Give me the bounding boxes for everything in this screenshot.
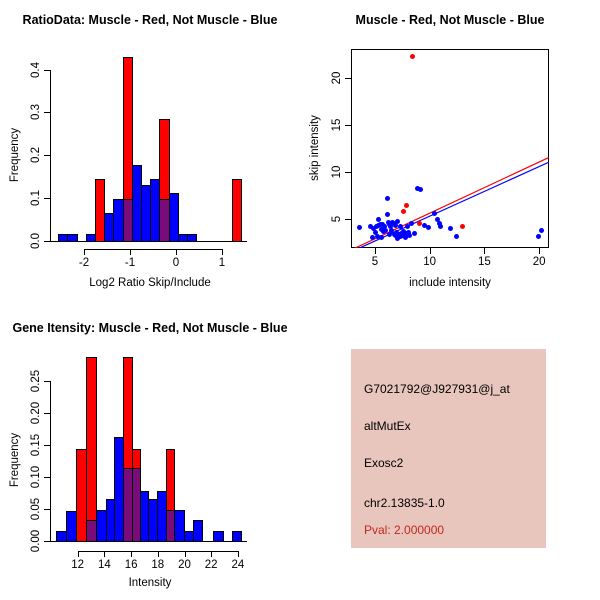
histogram-bar-red [86,357,97,542]
y-axis-tick [44,241,50,242]
x-axis-tick [430,248,431,254]
x-axis-tick [185,551,186,557]
x-tick-label: 5 [371,256,379,268]
gene-info-line: altMutEx [364,419,411,433]
y-axis-tick [44,381,50,382]
y-axis-tick [44,413,50,414]
x-axis-tick [238,551,239,557]
scatter-point-red [460,224,465,229]
y-axis-tick [44,445,50,446]
histogram-bar-overlap [86,520,97,541]
scatter-point-blue [409,221,414,226]
x-tick-label: 12 [71,559,85,571]
x-axis-line [84,249,223,250]
gene-histogram-xlabel: Intensity [128,577,172,589]
scatter-point-blue [426,225,431,230]
x-tick-label: 1 [218,257,226,269]
histogram-bar-red [232,179,242,241]
scatter-point-blue [379,235,384,240]
histogram-bar-overlap [159,199,169,242]
x-axis-tick [130,249,131,255]
histogram-bar-red [95,179,105,241]
y-axis-tick [44,509,50,510]
histogram-bar-overlap [166,510,176,542]
x-tick-label: 15 [477,256,491,268]
x-axis-tick [211,551,212,557]
x-axis-tick [222,249,223,255]
x-tick-label: 22 [204,559,218,571]
scatter-point-red [401,209,406,214]
scatter-title: Muscle - Red, Not Muscle - Blue [355,13,545,27]
x-axis-tick [158,551,159,557]
histogram-bar-blue [67,234,77,242]
x-axis-tick [375,248,376,254]
histogram-bar-blue [187,234,197,242]
x-tick-label: 18 [151,559,165,571]
y-axis-tick [44,198,50,199]
histogram-bar-overlap [132,468,142,541]
gene-info-line: chr2.13835-1.0 [364,496,445,510]
gene-info-line: Exosc2 [364,456,404,470]
x-axis-tick [539,248,540,254]
y-axis-tick [44,155,50,156]
scatter-point-blue [448,226,453,231]
gene-info-line: Pval: 2.000000 [364,523,445,537]
y-axis-tick [44,112,50,113]
r-plot-canvas: RatioData: Muscle - Red, Not Muscle - Blue Muscle - Red, Not Muscle - Blue Gene Itensity: Muscle - Red, Not Muscle - Blue Log2 Ratio Skip/Include include intensity Intensity Frequency skip intensity Frequency 0.0 0.1 0.2 0.3 0.4 -2 -1 0 1 5 10 15 20 5 10 15 20 0.00 0.05 0.10 0.15 0.20 0.25 12 14 16 18 20 22 24 G7021792@J927931@j_at altMutEx Exosc2 chr2.13835-1.0 Pval: 2.000000 [0,0,600,600]
gene-info-panel [351,349,546,548]
scatter-point-blue [385,212,390,217]
x-axis-tick [104,551,105,557]
x-axis-tick [176,249,177,255]
histogram-bar-overlap [123,199,133,242]
x-tick-label: 24 [231,559,245,571]
scatter-point-red [410,54,415,59]
scatter-point-blue [357,225,362,230]
ratio-histogram-title: RatioData: Muscle - Red, Not Muscle - Blue [22,13,278,27]
x-tick-label: 10 [423,256,437,268]
x-tick-label: 0 [172,257,180,269]
y-axis-line [50,70,51,242]
scatter-point-red [417,221,422,226]
scatter-point-blue [536,234,541,239]
histogram-bar-blue [193,520,203,541]
x-tick-label: 14 [97,559,111,571]
x-tick-label: -2 [78,257,90,269]
y-axis-tick [44,477,50,478]
histogram-bar-blue [213,531,223,542]
x-axis-tick [131,551,132,557]
histogram-bar-blue [232,531,242,542]
gene-info-line: G7021792@J927931@j_at [364,382,510,396]
x-axis-tick [78,551,79,557]
x-axis-tick [84,249,85,255]
x-axis-tick [484,248,485,254]
y-axis-tick [44,70,50,71]
y-axis-tick [44,541,50,542]
gene-histogram-title: Gene Itensity: Muscle - Red, Not Muscle - Blue [12,321,288,335]
scatter-point-blue [385,196,390,201]
x-tick-label: 20 [178,559,191,571]
x-tick-label: 20 [532,256,546,268]
ratio-histogram-xlabel: Log2 Ratio Skip/Include [89,277,211,289]
x-tick-label: 16 [124,559,138,571]
scatter-xlabel: include intensity [409,277,491,289]
x-tick-label: -1 [124,257,136,269]
y-axis-line [50,381,51,542]
